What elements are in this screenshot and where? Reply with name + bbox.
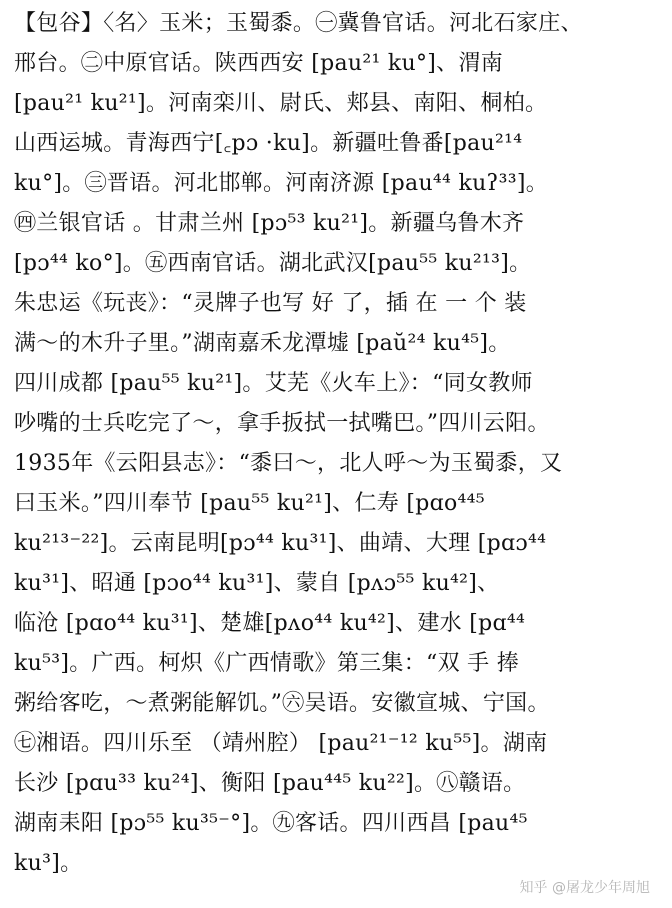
entry-line-13: 曰玉米。”四川奉节 [pau⁵⁵ ku²¹]、仁寿 [pɑo⁴⁴⁵ (14, 491, 485, 516)
entry-line-1: 【包谷】〈名〉玉米；玉蜀黍。㊀冀鲁官话。河北石家庄、 (14, 11, 583, 36)
entry-line-17: ku⁵³]。广西。柯炽《广西情歌》第三集：“双 手 捧 (14, 651, 520, 676)
entry-line-10: 四川成都 [pau⁵⁵ ku²¹]。艾芜《火车上》：“同女教师 (14, 371, 533, 396)
entry-line-12: 1935年《云阳县志》：“黍曰～，北人呼～为玉蜀黍，又 (14, 451, 563, 476)
entry-line-20: 长沙 [pɑu³³ ku²⁴]、衡阳 [pau⁴⁴⁵ ku²²]。㊇赣语。 (14, 771, 526, 796)
entry-line-8: 朱忠运《玩丧》：“灵牌子也写 好 了，插 在 一 个 装 (14, 291, 527, 316)
entry-line-22: ku³]。 (14, 851, 83, 876)
entry-line-21: 湖南耒阳 [pɔ⁵⁵ ku³⁵⁻°]。㊈客话。四川西昌 [pau⁴⁵ (14, 811, 528, 836)
entry-line-14: ku²¹³⁻²²]。云南昆明[pɔ⁴⁴ ku³¹]、曲靖、大理 [pɑɔ⁴⁴ (14, 531, 547, 556)
entry-line-11: 吵嘴的士兵吃完了～，拿手扳拭一拭嘴巴。”四川云阳。 (14, 411, 550, 436)
entry-line-2: 邢台。㊁中原官话。陕西西安 [pau²¹ ku°]、渭南 (14, 51, 504, 76)
watermark-text: 知乎 @屠龙少年周旭 (516, 876, 654, 898)
entry-line-4: 山西运城。青海西宁[꜀pɔ ·ku]。新疆吐鲁番[pau²¹⁴ (14, 131, 523, 156)
entry-line-3: [pau²¹ ku²¹]。河南栾川、尉氏、郏县、南阳、桐柏。 (14, 91, 548, 116)
entry-line-9: 满～的木升子里。”湖南嘉禾龙潭墟 [paŭ²⁴ ku⁴⁵]。 (14, 331, 511, 356)
entry-line-15: ku³¹]、昭通 [pɔo⁴⁴ ku³¹]、蒙自 [pʌɔ⁵⁵ ku⁴²]、 (14, 571, 500, 596)
entry-line-5: ku°]。㊂晋语。河北邯郸。河南济源 [pau⁴⁴ kuʔ³³]。 (14, 171, 549, 196)
entry-line-18: 粥给客吃，～煮粥能解饥。”㊅吴语。安徽宣城、宁国。 (14, 691, 550, 716)
entry-line-19: ㊆湘语。四川乐至 （靖州腔） [pau²¹⁻¹² ku⁵⁵]。湖南 (14, 731, 548, 756)
entry-line-7: [pɔ⁴⁴ ko°]。㊄西南官话。湖北武汉[pau⁵⁵ ku²¹³]。 (14, 251, 532, 276)
entry-line-6: ㊃兰银官话 。甘肃兰州 [pɔ⁵³ ku²¹]。新疆乌鲁木齐 (14, 211, 525, 236)
entry-line-16: 临沧 [pɑo⁴⁴ ku³¹]、楚雄[pʌo⁴⁴ ku⁴²]、建水 [pɑ⁴⁴ (14, 611, 526, 636)
